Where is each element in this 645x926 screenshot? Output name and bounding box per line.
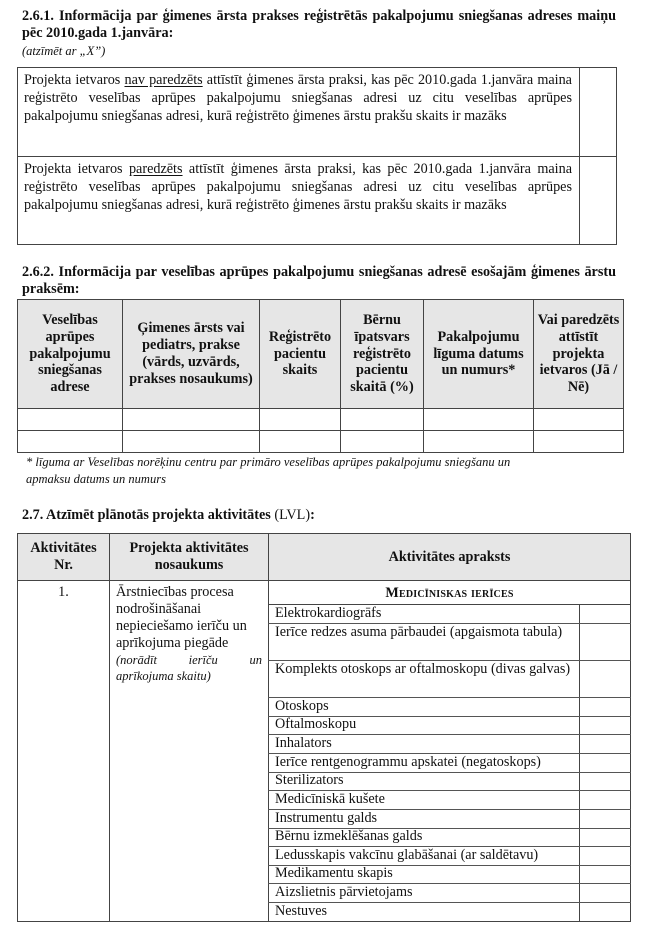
column-header-activity-nr: Aktivitātes Nr. — [30, 540, 97, 573]
cell-planned[interactable] — [534, 409, 623, 430]
section-2-6-1-instruction: (atzīmēt ar „X”) — [22, 44, 106, 58]
device-item: Bērnu izmeklēšanas galds — [275, 828, 423, 844]
cell-children-share[interactable] — [341, 431, 423, 452]
cell-doctor[interactable] — [123, 409, 259, 430]
row-divider — [17, 580, 631, 581]
device-quantity-input[interactable] — [579, 661, 623, 697]
option-emphasis: nav paredzēts — [124, 72, 203, 88]
option-not-planned-checkbox[interactable] — [580, 68, 616, 155]
section-2-7-title-bold: 2.7. Atzīmēt plānotās projekta aktivitātes — [22, 507, 271, 523]
device-item: Medicīniskā kušete — [275, 791, 385, 807]
column-divider — [109, 533, 110, 922]
device-item: Nestuves — [275, 903, 328, 919]
cell-address[interactable] — [18, 431, 122, 452]
device-quantity-input[interactable] — [579, 884, 623, 902]
column-header-address: Veselības aprūpes pakalpojumu sniegšanas adrese — [29, 312, 111, 396]
device-quantity-input[interactable] — [579, 735, 623, 753]
device-item: Elektrokardiogrāfs — [275, 605, 382, 621]
cell-contract[interactable] — [424, 431, 533, 452]
section-2-6-2-title: 2.6.2. Informācija par veselības aprūpes pakalpojumu sniegšanas adresē esošajām ģimenes ārstu praksēm: — [22, 264, 616, 297]
device-quantity-input[interactable] — [579, 791, 623, 809]
option-text-prefix: Projekta ietvaros — [24, 161, 129, 177]
column-header-planned: Vai paredzēts attīstīt projekta ietvaros (Jā / Nē) — [537, 312, 620, 396]
column-header-children-share: Bērnu īpatsvars reģistrēto pacientu skaitā (%) — [350, 312, 414, 396]
cell-address[interactable] — [18, 409, 122, 430]
device-item: Ledusskapis vakcīnu glabāšanai (ar saldētavu) — [275, 847, 539, 863]
column-header-activity-description: Aktivitātes apraksts — [388, 548, 511, 565]
option-emphasis: paredzēts — [128, 161, 183, 177]
device-item: Komplekts otoskops ar oftalmoskopu (divas galvas) — [275, 661, 571, 677]
cell-planned[interactable] — [534, 431, 623, 452]
activity-name-text: Ārstniecības procesa nodrošināšanai nepieciešamo ierīču un aprīkojuma piegāde — [116, 584, 247, 651]
column-header-activity-name: Projekta aktivitātes nosaukums — [129, 540, 249, 573]
device-item: Aizslietnis pārvietojams — [275, 884, 413, 900]
column-header-contract: Pakalpojumu līguma datums un numurs* — [433, 328, 524, 379]
cell-contract[interactable] — [424, 409, 533, 430]
contract-footnote: * līguma ar Veselības norēķinu centru par primāro veselības aprūpes pakalpojumu sniegšanu un apmaksu datums un numurs — [26, 455, 511, 486]
cell-registered-patients[interactable] — [260, 409, 340, 430]
device-quantity-input[interactable] — [579, 866, 623, 883]
option-text-suffix: attīstīt ģimenes ārsta praksi, kas pēc 2010.gada 1.janvāra maina reģistrēto veselības aprūpes pakalpojumu sniegšanas adresi uz citu veselības aprūpes pakalpojumu sniegšanas adresi, kurā reģistrēto ģimenes ārstu prakšu skaits ir mazāks — [24, 72, 572, 124]
device-item: Oftalmoskopu — [275, 716, 357, 732]
section-2-7-title-colon: : — [310, 507, 315, 523]
device-item: Ierīce rentgenogrammu apskatei (negatoskops) — [275, 754, 541, 770]
device-quantity-input[interactable] — [579, 829, 623, 846]
option-not-planned-text — [24, 72, 572, 125]
option-text-suffix: attīstīt ģimenes ārsta praksi, kas pēc 2010.gada 1.janvāra maina reģistrēto veselības aprūpes pakalpojumu sniegšanas adresi uz citu veselības aprūpes pakalpojumu sniegšanas adresi, kurā reģistrēto ģimenes ārstu prakšu skaits ir mazāks — [24, 161, 572, 213]
option-planned-checkbox[interactable] — [580, 157, 616, 243]
device-quantity-input[interactable] — [579, 773, 623, 790]
table-divider — [17, 156, 617, 157]
device-quantity-input[interactable] — [579, 717, 623, 734]
device-quantity-input[interactable] — [579, 754, 623, 772]
activity-name-note: (norādīt ierīču un aprīkojuma skaitu) — [116, 653, 262, 683]
device-quantity-input[interactable] — [579, 810, 623, 828]
column-header-registered-patients: Reģistrēto pacientu skaits — [268, 328, 332, 379]
activity-number: 1. — [58, 584, 69, 600]
section-2-7-title — [22, 507, 315, 524]
device-quantity-input[interactable] — [579, 698, 623, 716]
section-2-6-1-title: 2.6.1. Informācija par ģimenes ārsta prakses reģistrētās pakalpojumu sniegšanas adreses maiņu pēc 2010.gada 1.janvāra: — [22, 8, 616, 41]
cell-doctor[interactable] — [123, 431, 259, 452]
device-item: Sterilizators — [275, 772, 344, 788]
device-item: Otoskops — [275, 698, 329, 714]
device-item: Inhalators — [275, 735, 332, 751]
device-quantity-input[interactable] — [579, 605, 623, 623]
option-planned-text — [24, 161, 572, 214]
device-item: Medikamentu skapis — [275, 865, 393, 881]
device-item: Instrumentu galds — [275, 810, 378, 826]
cell-children-share[interactable] — [341, 409, 423, 430]
device-group-title: Medicīniskas ierīces — [385, 585, 514, 601]
cell-registered-patients[interactable] — [260, 431, 340, 452]
device-item: Ierīce redzes asuma pārbaudei (apgaismota tabula) — [275, 624, 563, 640]
device-quantity-input[interactable] — [579, 903, 623, 921]
column-header-doctor: Ģimenes ārsts vai pediatrs, prakse (vārds, uzvārds, prakses nosaukums) — [129, 320, 253, 387]
section-2-7-title-currency: (LVL) — [270, 507, 311, 523]
device-quantity-input[interactable] — [579, 624, 623, 660]
option-text-prefix: Projekta ietvaros — [24, 72, 125, 88]
activity-name — [116, 584, 262, 684]
device-quantity-input[interactable] — [579, 847, 623, 865]
